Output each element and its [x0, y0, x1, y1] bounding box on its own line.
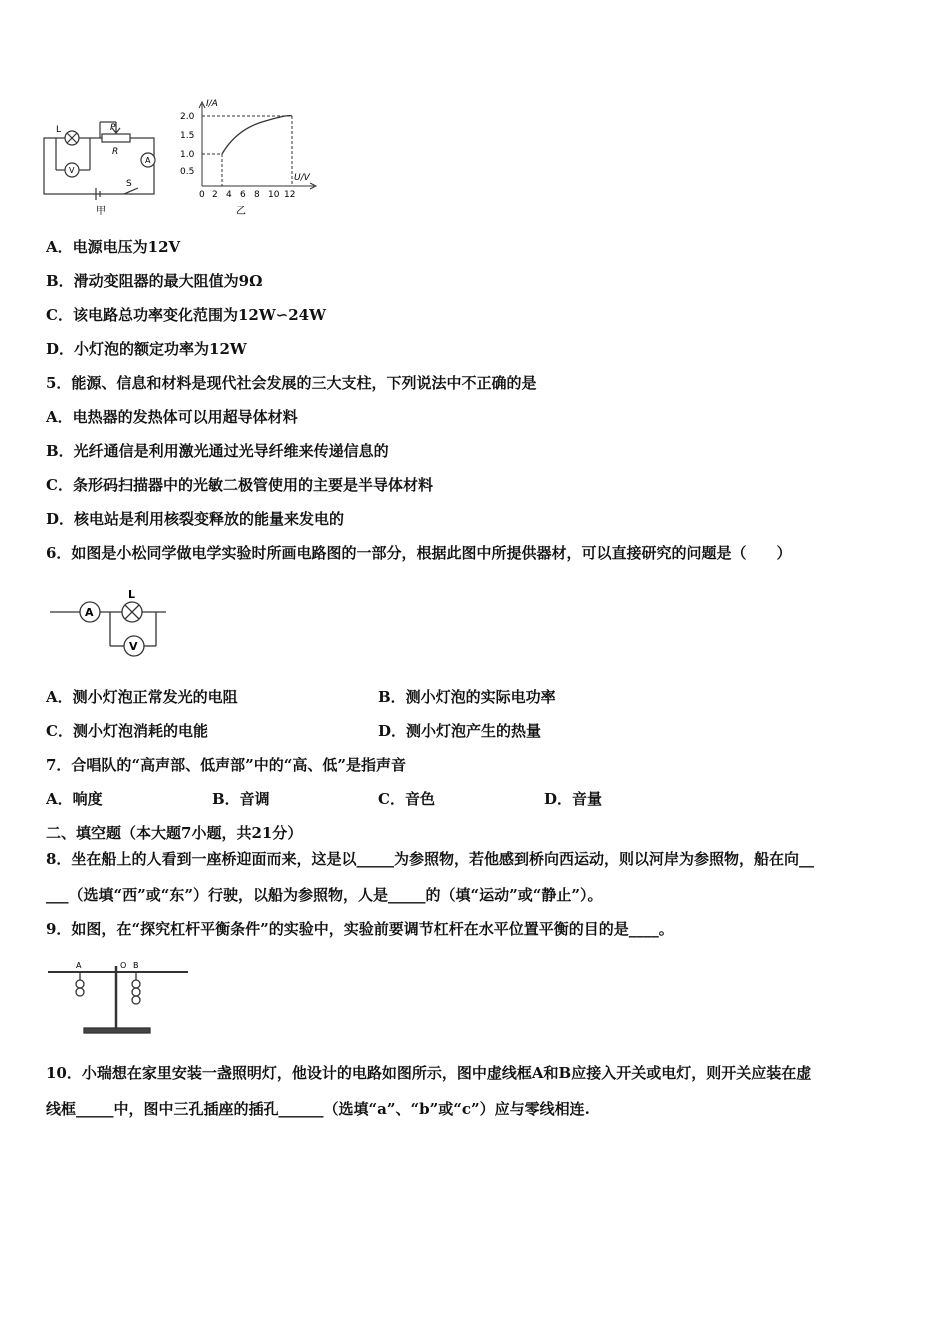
- q6-option-d: D．测小灯泡产生的热量: [378, 722, 542, 740]
- q5-option-b: B．光纤通信是利用激光通过光导纤维来传递信息的: [46, 442, 389, 460]
- q10-line2: 线框_____中，图中三孔插座的插孔______（选填“a”、“b”或“c”）应与零线相连.: [46, 1100, 590, 1118]
- q4-option-d: D．小灯泡的额定功率为12W: [46, 340, 247, 358]
- lever-label-B: B: [133, 961, 139, 970]
- x-tick: 6: [240, 190, 246, 200]
- q8-line2: ___（选填“西”或“东”）行驶，以船为参照物，人是_____的（填“运动”或“静止”）。: [46, 886, 603, 904]
- q5-option-d: D．核电站是利用核裂变释放的能量来发电的: [46, 510, 345, 528]
- q7-option-d: D．音量: [544, 790, 603, 808]
- iu-graph-yi: [176, 96, 326, 220]
- x-tick: 2: [212, 190, 218, 200]
- x-tick: 0: [199, 190, 205, 200]
- q5-option-a: A．电热器的发热体可以用超导体材料: [46, 408, 298, 426]
- q7-stem: 7．合唱队的“高声部、低声部”中的“高、低”是指声音: [46, 756, 406, 774]
- q7-option-c: C．音色: [378, 790, 435, 808]
- x-tick: 8: [254, 190, 260, 200]
- y-tick: 0.5: [180, 167, 195, 177]
- q6-option-a: A．测小灯泡正常发光的电阻: [46, 688, 238, 706]
- q5-stem: 5．能源、信息和材料是现代社会发展的三大支柱，下列说法中不正确的是: [46, 374, 537, 392]
- x-tick: 10: [268, 190, 280, 200]
- q6-ammeter-label: A: [85, 606, 94, 619]
- q6-stem: 6．如图是小松同学做电学实验时所画电路图的一部分，根据此图中所提供器材，可以直接研究的问题是（ ）: [46, 544, 792, 562]
- x-axis-label: U/V: [294, 173, 310, 183]
- lever-label-O: O: [120, 961, 127, 970]
- circuit-diagram-q6: [48, 586, 172, 662]
- x-tick: 12: [284, 190, 296, 200]
- q6-option-b: B．测小灯泡的实际电功率: [378, 688, 556, 706]
- q10-line1: 10．小瑞想在家里安装一盏照明灯，他设计的电路如图所示，图中虚线框A和B应接入开关或电灯，则开关应装在虚: [46, 1064, 812, 1082]
- label-S: S: [126, 179, 132, 189]
- q9-stem: 9．如图，在“探究杠杆平衡条件”的实验中，实验前要调节杠杆在水平位置平衡的目的是____。: [46, 920, 674, 938]
- circuit-diagram-jia: [40, 118, 170, 218]
- q6-option-c: C．测小灯泡消耗的电能: [46, 722, 208, 740]
- q5-option-c: C．条形码扫描器中的光敏二极管使用的主要是半导体材料: [46, 476, 433, 494]
- q7-option-a: A．响度: [46, 790, 103, 808]
- ammeter-label: A: [145, 156, 151, 165]
- y-axis-label: I/A: [206, 99, 218, 109]
- q4-option-b: B．滑动变阻器的最大阻值为9Ω: [46, 272, 263, 290]
- caption-yi: 乙: [236, 206, 246, 217]
- x-tick: 4: [226, 190, 232, 200]
- y-tick: 1.0: [180, 150, 195, 160]
- q6-lamp-label: L: [128, 588, 136, 601]
- lever-label-A: A: [76, 961, 82, 970]
- caption-jia: 甲: [96, 206, 106, 217]
- q6-voltmeter-label: V: [129, 640, 138, 653]
- q4-option-a: A．电源电压为12V: [46, 238, 181, 256]
- section-heading: 二、填空题（本大题7小题，共21分）: [46, 824, 303, 842]
- q4-option-c: C．该电路总功率变化范围为12W∽24W: [46, 306, 326, 324]
- y-tick: 1.5: [180, 131, 195, 141]
- q7-option-b: B．音调: [212, 790, 270, 808]
- voltmeter-label: V: [69, 166, 75, 175]
- q8-line1: 8．坐在船上的人看到一座桥迎面而来，这是以_____为参照物，若他感到桥向西运动，则以河岸为参照物，船在向__: [46, 850, 814, 868]
- lever-diagram: [46, 956, 196, 1038]
- y-tick: 2.0: [180, 112, 195, 122]
- label-P: P: [110, 123, 116, 133]
- label-L: L: [56, 125, 62, 135]
- label-R: R: [112, 147, 119, 157]
